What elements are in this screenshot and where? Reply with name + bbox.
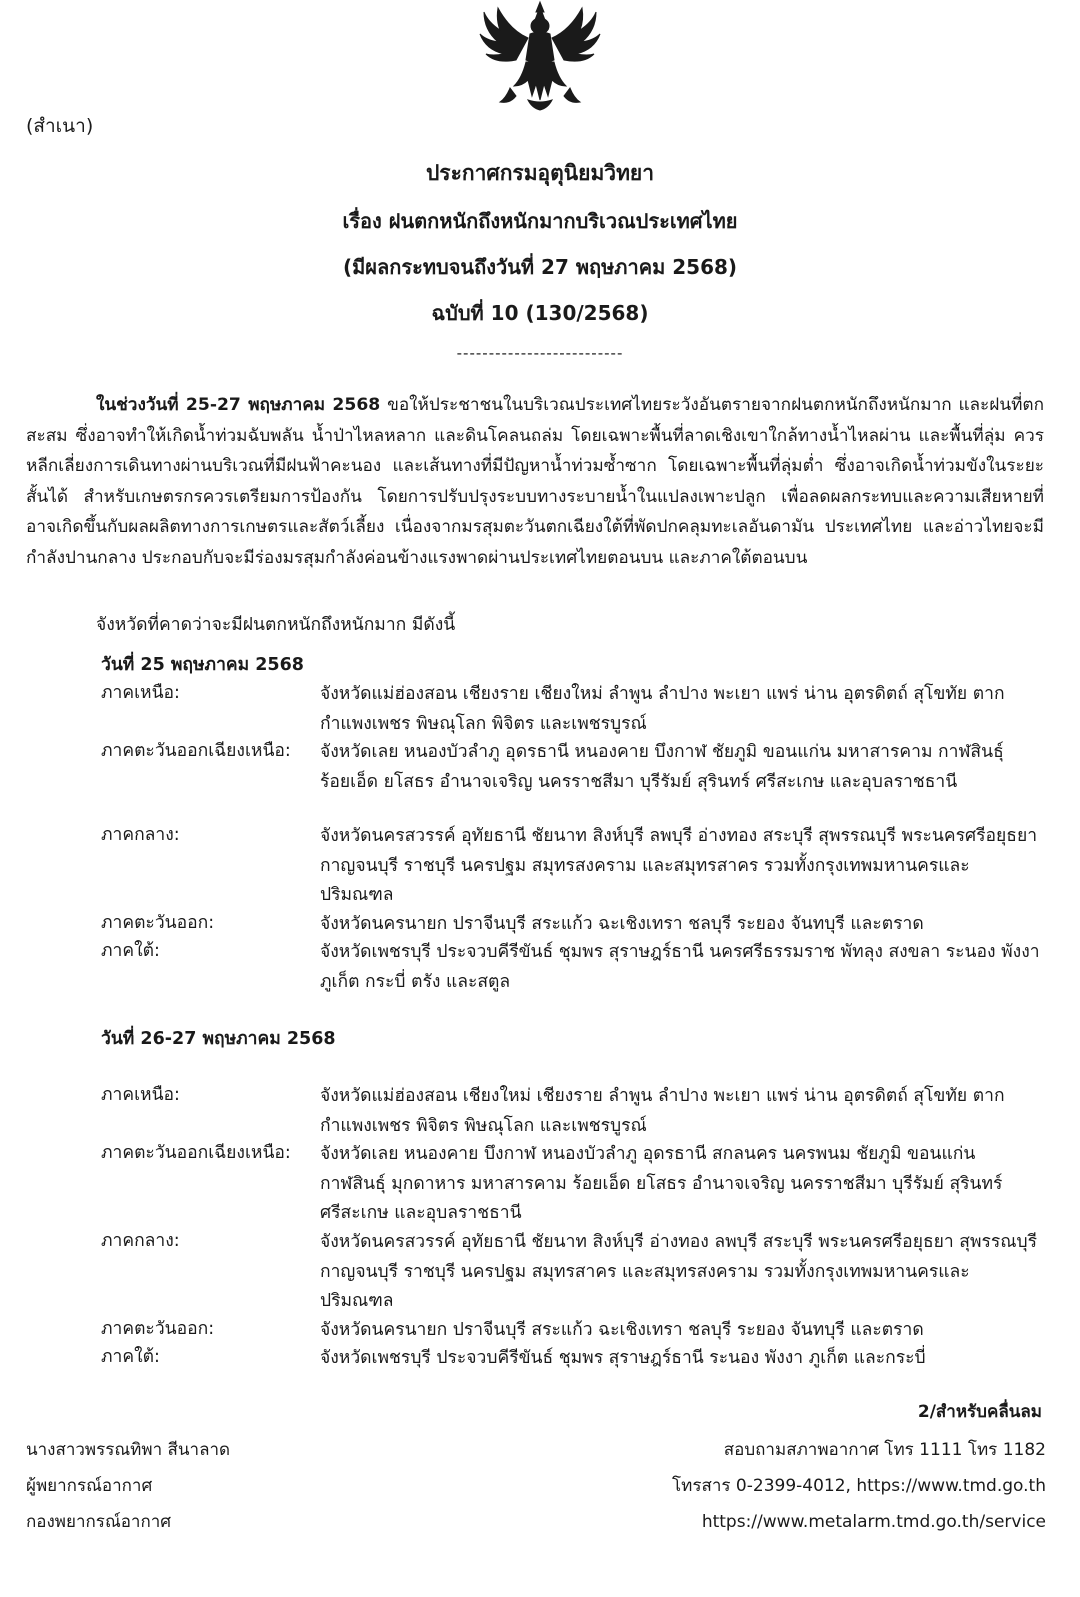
- divider-line: --------------------------: [456, 344, 624, 362]
- region-provinces: จังหวัดเลย หนองบัวลำภู อุดรธานี หนองคาย บึงกาฬ ชัยภูมิ ขอนแก่น มหาสารคาม กาฬสินธุ์ ร้อยเอ็ด ยโสธร อำนาจเจริญ นครราชสีมา บุรีรัมย์ สุรินทร์ ศรีสะเกษ และอุบลราชธานี: [320, 742, 1004, 792]
- signer-division: กองพยากรณ์อากาศ: [26, 1512, 172, 1532]
- garuda-emblem-icon: [470, 0, 610, 112]
- paragraph-text: ขอให้ประชาชนในบริเวณประเทศไทยระวังอันตรายจากฝนตกหนักถึงหนักมาก และฝนที่ตกสะสม ซึ่งอาจทำให้เกิดน้ำท่วมฉับพลัน น้ำป่าไหลหลาก และดินโคลนถล่ม โดยเฉพาะพื้นที่ลาดเชิงเขาใกล้ทางน้ำไหลผ่าน และพื้นที่ลุ่ม ควรหลีกเลี่ยงการเดินทางผ่านบริเวณที่มีฝนฟ้าคะนอง และเส้นทางที่มีปัญหาน้ำท่วมซ้ำซาก โดยเฉพาะพื้นที่ลุ่มต่ำ ซึ่งอาจเกิดน้ำท่วมขังในระยะสั้นได้ สำหรับเกษตรกรควรเตรียมการป้องกัน โดยการปรับปรุงระบบทางระบายน้ำในแปลงเพาะปลูก เพื่อลดผลกระทบและความเสียหายที่อาจเกิดขึ้นกับผลผลิตทางการเกษตรและสัตว์เลี้ยง เนื่องจากมรสุมตะวันตกเฉียงใต้ที่พัดปกคลุมทะเลอันดามัน ประเทศไทย และอ่าวไทยจะมีกำลังปานกลาง ประกอบกับจะมีร่องมรสุมกำลังค่อนข้างแรงพาดผ่านประเทศไทยตอนบน และภาคใต้ตอนบน: [26, 395, 1044, 568]
- region-label: ภาคเหนือ:: [101, 1085, 180, 1105]
- next-page-note: 2/สำหรับคลื่นลม: [917, 1402, 1042, 1422]
- region-label: ภาคใต้:: [101, 1347, 160, 1367]
- region-label: ภาคตะวันออก:: [101, 1319, 215, 1339]
- region-provinces: จังหวัดนครนายก ปราจีนบุรี สระแก้ว ฉะเชิงเทรา ชลบุรี ระยอง จันทบุรี และตราด: [320, 914, 924, 934]
- region-provinces: จังหวัดเพชรบุรี ประจวบคีรีขันธ์ ชุมพร สุราษฎร์ธานี ระนอง พังงา ภูเก็ต และกระบี่: [320, 1348, 926, 1368]
- region-provinces: จังหวัดเพชรบุรี ประจวบคีรีขันธ์ ชุมพร สุราษฎร์ธานี นครศรีธรรมราช พัทลุง สงขลา ระนอง พังงา ภูเก็ต กระบี่ ตรัง และสตูล: [320, 942, 1040, 992]
- effective-period: (มีผลกระทบจนถึงวันที่ 27 พฤษภาคม 2568): [342, 255, 738, 279]
- announcement-subject: เรื่อง ฝนตกหนักถึงหนักมากบริเวณประเทศไทย: [342, 209, 738, 233]
- region-provinces: จังหวัดนครสวรรค์ อุทัยธานี ชัยนาท สิงห์บุรี ลพบุรี อ่างทอง สระบุรี สุพรรณบุรี พระนครศรีอยุธยา กาญจนบุรี ราชบุรี นครปฐม สมุทรสงคราม และสมุทรสาคร รวมทั้งกรุงเทพมหานครและปริมณฑล: [320, 826, 1038, 906]
- region-provinces: จังหวัดแม่ฮ่องสอน เชียงใหม่ เชียงราย ลำพูน ลำปาง พะเยา แพร่ น่าน อุตรดิตถ์ สุโขทัย ตาก กำแพงเพชร พิจิตร พิษณุโลก และเพชรบูรณ์: [320, 1086, 1005, 1136]
- region-provinces: จังหวัดเลย หนองคาย บึงกาฬ หนองบัวลำภู อุดรธานี สกลนคร นครพนม ชัยภูมิ ขอนแก่น กาฬสินธุ์ มุกดาหาร มหาสารคาม ร้อยเอ็ด ยโสธร อำนาจเจริญ นครราชสีมา บุรีรัมย์ สุรินทร์ ศรีสะเกษ และอุบลราชธานี: [320, 1144, 1003, 1224]
- day-heading-2: วันที่ 26-27 พฤษภาคม 2568: [101, 1029, 336, 1049]
- main-paragraph: [26, 390, 1044, 574]
- region-label: ภาคตะวันออก:: [101, 913, 215, 933]
- region-label: ภาคตะวันออกเฉียงเหนือ:: [101, 741, 291, 761]
- region-provinces: จังหวัดนครสวรรค์ อุทัยธานี ชัยนาท สิงห์บุรี อ่างทอง ลพบุรี สระบุรี พระนครศรีอยุธยา สุพรรณบุรี กาญจนบุรี ราชบุรี นครปฐม สมุทรสาคร และสมุทรสงคราม รวมทั้งกรุงเทพมหานครและปริมณฑล: [320, 1232, 1038, 1312]
- paragraph-lead: ในช่วงวันที่ 25-27 พฤษภาคม 2568: [96, 395, 381, 415]
- contact-fax-website[interactable]: โทรสาร 0-2399-4012, https://www.tmd.go.th: [672, 1476, 1046, 1496]
- signer-name: นางสาวพรรณทิพา สีนาลาด: [26, 1440, 231, 1460]
- region-label: ภาคตะวันออกเฉียงเหนือ:: [101, 1143, 291, 1163]
- region-provinces: จังหวัดแม่ฮ่องสอน เชียงราย เชียงใหม่ ลำพูน ลำปาง พะเยา แพร่ น่าน อุตรดิตถ์ สุโขทัย ตาก กำแพงเพชร พิษณุโลก พิจิตร และเพชรบูรณ์: [320, 684, 1005, 734]
- contact-alert-website[interactable]: https://www.metalarm.tmd.go.th/service: [701, 1512, 1046, 1532]
- copy-mark: (สำเนา): [26, 115, 94, 137]
- issue-number: ฉบับที่ 10 (130/2568): [431, 301, 649, 325]
- contact-phone: สอบถามสภาพอากาศ โทร 1111 โทร 1182: [723, 1440, 1046, 1460]
- announcement-title: ประกาศกรมอุตุนิยมวิทยา: [425, 161, 655, 185]
- provinces-intro: จังหวัดที่คาดว่าจะมีฝนตกหนักถึงหนักมาก มีดังนี้: [96, 615, 456, 635]
- region-label: ภาคกลาง:: [101, 825, 180, 845]
- region-label: ภาคใต้:: [101, 941, 160, 961]
- region-label: ภาคเหนือ:: [101, 683, 180, 703]
- day-heading-1: วันที่ 25 พฤษภาคม 2568: [101, 655, 304, 675]
- region-label: ภาคกลาง:: [101, 1231, 180, 1251]
- region-provinces: จังหวัดนครนายก ปราจีนบุรี สระแก้ว ฉะเชิงเทรา ชลบุรี ระยอง จันทบุรี และตราด: [320, 1320, 924, 1340]
- signer-role: ผู้พยากรณ์อากาศ: [26, 1476, 153, 1496]
